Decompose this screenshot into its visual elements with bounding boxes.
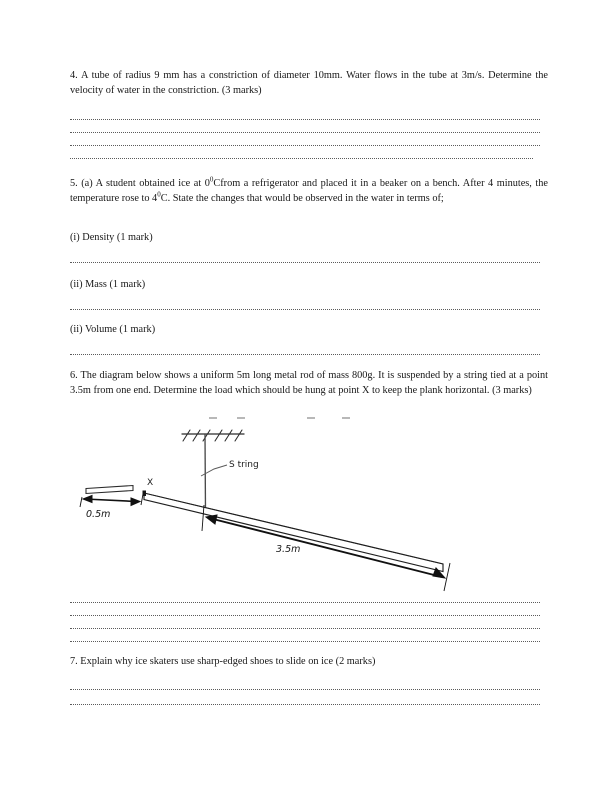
question-5-subpart-density: (i) Density (1 mark) — [70, 232, 153, 243]
answer-line[interactable] — [70, 157, 533, 159]
answer-line[interactable] — [70, 308, 540, 310]
question-5-text-part2: Cfrom a refrigerator and placed it in a beaker on a bench. After 4 minutes, the temperature rose to 4 — [70, 178, 548, 205]
degree-superscript: 0 — [209, 175, 214, 184]
question-4-text: 4. A tube of radius 9 mm has a constriction of diameter 10mm. Water flows in the tube at 3m/s. Determine the velocity of water in the constriction. (3 marks) — [70, 70, 548, 97]
answer-line[interactable] — [70, 353, 540, 355]
question-5-subpart-volume: (ii) Volume (1 mark) — [70, 324, 156, 335]
string-label: S tring — [229, 460, 259, 470]
answer-line[interactable] — [70, 131, 540, 133]
degree-superscript: 0 — [157, 190, 161, 199]
answer-line[interactable] — [70, 703, 540, 705]
question-5-text-part3: C. State the changes that would be observed in the water in terms of; — [160, 193, 444, 205]
dimension-label-right: 3.5m — [276, 544, 301, 555]
question-5-text — [70, 176, 548, 207]
dimension-label-left: 0.5m — [86, 509, 111, 520]
point-x-label: X — [147, 478, 154, 488]
answer-line[interactable] — [70, 118, 540, 120]
answer-line[interactable] — [70, 688, 540, 690]
metal-rod — [144, 493, 443, 572]
string-line — [205, 434, 206, 512]
rod-suspension-diagram — [70, 405, 490, 595]
answer-line[interactable] — [70, 261, 540, 263]
question-5-text-part1: 5. (a) A student obtained ice at 0 — [70, 178, 210, 189]
answer-line[interactable] — [70, 640, 540, 642]
answer-line[interactable] — [70, 614, 540, 616]
answer-line[interactable] — [70, 627, 540, 629]
rod-left-tip — [86, 486, 133, 494]
hatched-ceiling-icon — [182, 430, 244, 441]
answer-line[interactable] — [70, 601, 540, 603]
question-6-text: 6. The diagram below shows a uniform 5m long metal rod of mass 800g. It is suspended by a string tied at a point 3.5m from one end. Determine the load which should be hung at point X to keep the plank horizontal. (3 marks) — [70, 370, 548, 397]
dimension-arrow-left — [80, 494, 143, 507]
answer-line[interactable] — [70, 144, 540, 146]
question-7-text: 7. Explain why ice skaters use sharp-edged shoes to slide on ice (2 marks) — [70, 656, 376, 667]
question-5-subpart-mass: (ii) Mass (1 mark) — [70, 279, 146, 290]
